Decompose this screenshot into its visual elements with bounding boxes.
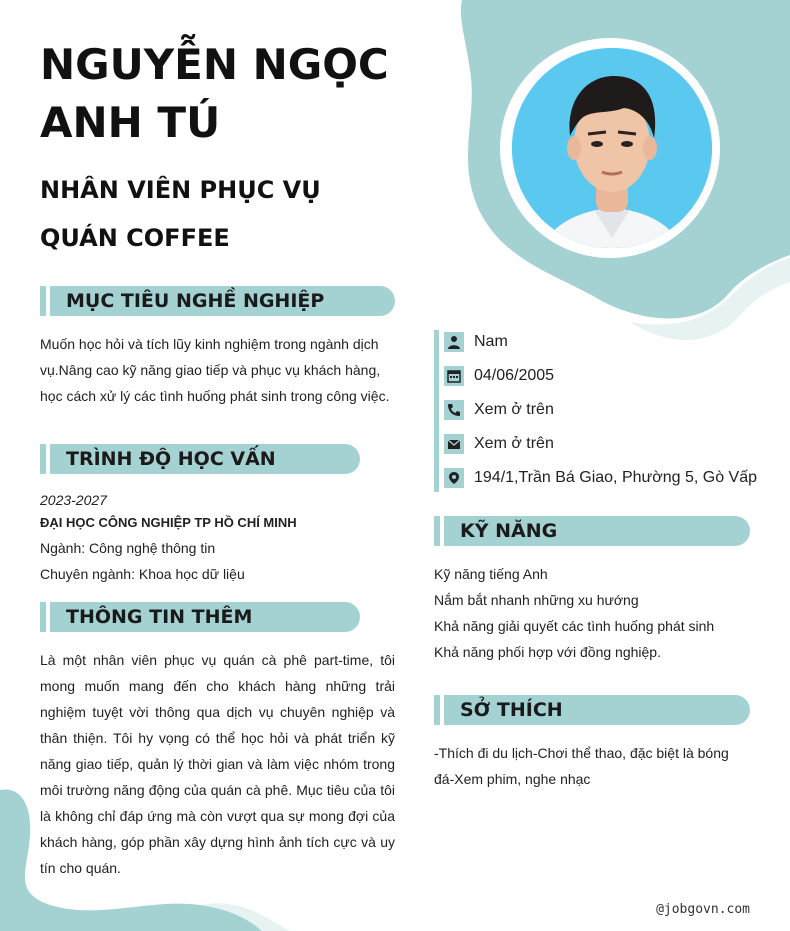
education-major: Ngành: Công nghệ thông tin	[40, 540, 216, 556]
career-goal-heading	[40, 286, 395, 316]
skills-heading	[434, 516, 750, 546]
education-school: ĐẠI HỌC CÔNG NGHIỆP TP HỒ CHÍ MINH	[40, 515, 297, 530]
contact-phone	[444, 399, 554, 421]
skill-item: Kỹ năng tiếng Anh	[434, 566, 548, 582]
avatar-illustration	[512, 48, 712, 248]
additional-info-text: Là một nhân viên phục vụ quán cà phê part-time, tôi mong muốn mang đến cho khách hàng những trải nghiệm tuyệt vời thông qua dịch vụ chuyên nghiệp và thân thiện. Tôi hy vọng có thể học hỏi và phát triển kỹ năng giao tiếp, quản lý thời gian và làm việc nhóm trong môi trường năng động của quán cà phê. Mục tiêu của tôi là không chỉ đáp ứng mà còn vượt qua sự mong đợi của khách hàng, góp phần xây dựng hình ảnh tích cực và uy tín cho quán.	[40, 652, 395, 876]
contact-phone-text: Xem ở trên	[474, 401, 554, 418]
contact-gender-text: Nam	[474, 333, 508, 350]
skills-title: KỸ NĂNG	[460, 520, 558, 542]
education-title: TRÌNH ĐỘ HỌC VẤN	[66, 448, 276, 470]
watermark-text: @jobgovn.com	[656, 902, 750, 917]
career-goal-title: MỤC TIÊU NGHỀ NGHIỆP	[66, 290, 325, 312]
education-specialization: Chuyên ngành: Khoa học dữ liệu	[40, 566, 245, 582]
hobbies-title: SỞ THÍCH	[460, 699, 563, 721]
phone-icon	[444, 400, 464, 420]
skill-item: Khả năng phối hợp với đồng nghiệp.	[434, 644, 661, 660]
contact-email	[444, 433, 554, 455]
person-icon	[444, 332, 464, 352]
candidate-name: NGUYỄN NGỌC ANH TÚ	[40, 40, 389, 147]
contact-birthdate-text: 04/06/2005	[474, 367, 555, 384]
education-years: 2023-2027	[40, 492, 107, 508]
skill-item: Khả năng giải quyết các tình huống phát sinh	[434, 618, 715, 634]
contact-address	[444, 467, 757, 489]
mail-icon	[444, 434, 464, 454]
education-heading	[40, 444, 360, 474]
career-goal-text: Muốn học hỏi và tích lũy kinh nghiệm trong ngành dịch vụ.Nâng cao kỹ năng giao tiếp và phục vụ khách hàng, học cách xử lý các tình huống phát sinh trong công việc.	[40, 336, 390, 404]
contact-address-text: 194/1,Trần Bá Giao, Phường 5, Gò Vấp	[474, 469, 757, 486]
profile-photo	[512, 48, 712, 248]
additional-info-heading	[40, 602, 360, 632]
location-icon	[444, 468, 464, 488]
skill-item: Nắm bắt nhanh những xu hướng	[434, 592, 639, 608]
hobbies-heading	[434, 695, 750, 725]
contact-accent-bar	[434, 330, 439, 492]
contact-birthdate	[444, 365, 554, 387]
job-position: NHÂN VIÊN PHỤC VỤ QUÁN COFFEE	[40, 176, 321, 252]
calendar-icon	[444, 366, 464, 386]
hobbies-text: -Thích đi du lịch-Chơi thể thao, đặc biệt là bóng đá-Xem phim, nghe nhạc	[434, 745, 729, 787]
additional-info-title: THÔNG TIN THÊM	[66, 606, 253, 628]
contact-email-text: Xem ở trên	[474, 435, 554, 452]
contact-gender	[444, 331, 508, 353]
